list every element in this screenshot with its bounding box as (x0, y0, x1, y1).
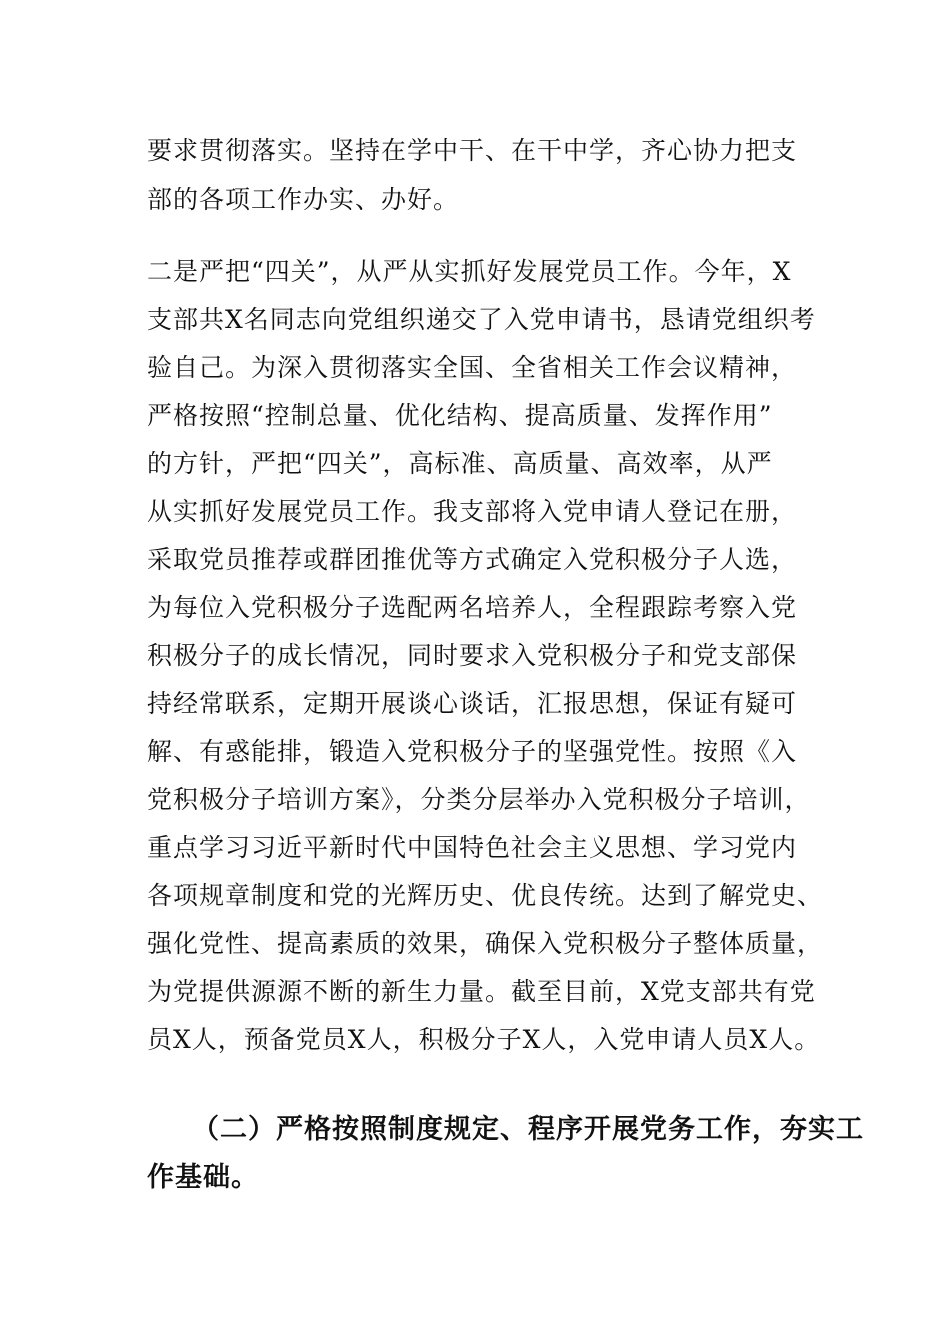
text-line: 为每位入党积极分子选配两名培养人，全程跟踪考察入党 (147, 593, 798, 622)
text-line: 积极分子的成长情况，同时要求入党积极分子和党支部保 (147, 641, 798, 670)
text-line: 重点学习习近平新时代中国特色社会主义思想、学习党内 (147, 833, 798, 862)
text-line: 验自己。为深入贯彻落实全国、全省相关工作会议精神， (147, 353, 798, 382)
section-heading-line: 作基础。 (147, 1162, 259, 1193)
text-line: 解、有惑能排，锻造入党积极分子的坚强党性。按照《入 (147, 737, 798, 766)
text-line: 支部共X名同志向党组织递交了入党申请书，恳请党组织考 (147, 305, 816, 334)
text-line: 为党提供源源不断的新生力量。截至目前，X党支部共有党 (147, 977, 816, 1006)
text-line: 党积极分子培训方案》，分类分层举办入党积极分子培训， (147, 785, 811, 814)
text-line: 要求贯彻落实。坚持在学中干、在干中学，齐心协力把支 (147, 136, 798, 165)
text-line: 严格按照“控制总量、优化结构、提高质量、发挥作用” (147, 401, 773, 430)
text-line: 持经常联系，定期开展谈心谈话，汇报思想，保证有疑可 (147, 689, 798, 718)
text-line: 部的各项工作办实、办好。 (147, 185, 460, 214)
text-line: 各项规章制度和党的光辉历史、优良传统。达到了解党史、 (147, 881, 824, 910)
text-line: 员X人，预备党员X人，积极分子X人，入党申请人员X人。 (147, 1025, 821, 1054)
section-heading-line: （二）严格按照制度规定、程序开展党务工作，夯实工 (192, 1114, 864, 1145)
text-line: 二是严把“四关”，从严从实抓好发展党员工作。今年，X (147, 257, 792, 286)
text-line: 强化党性、提高素质的效果，确保入党积极分子整体质量， (147, 929, 824, 958)
text-line: 从实抓好发展党员工作。我支部将入党申请人登记在册， (147, 497, 798, 526)
text-line: 的方针，严把“四关”，高标准、高质量、高效率，从严 (147, 449, 773, 478)
text-line: 采取党员推荐或群团推优等方式确定入党积极分子人选， (147, 545, 798, 574)
